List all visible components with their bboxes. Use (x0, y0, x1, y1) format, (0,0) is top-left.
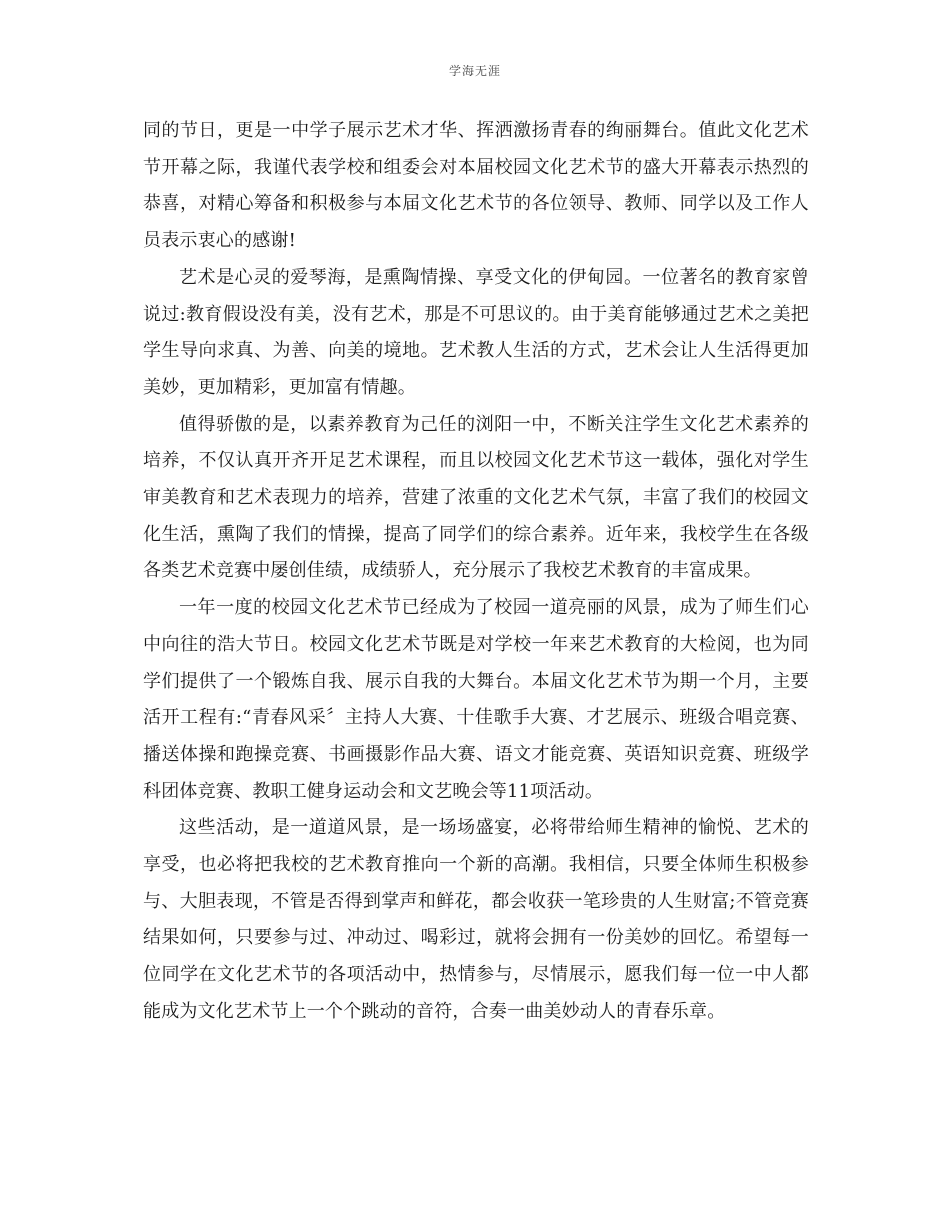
paragraph-school-achievements: 值得骄傲的是，以素养教育为己任的浏阳一中，不断关注学生文化艺术素养的培养，不仅认真开齐开足艺术课程，而且以校园文化艺术节这一载体，强化对学生审美教育和艺术表现力的培养，营建了浓重的文化艺术气氛，丰富了我们的校园文化生活，熏陶了我们的情操，提高了同学们的综合素养。近年来，我校学生在各级各类艺术竞赛中屡创佳绩，成绩骄人，充分展示了我校艺术教育的丰富成果。 (143, 413, 809, 582)
document-body (143, 113, 809, 1031)
page-header: 学海无涯 (448, 64, 501, 78)
paragraph-closing: 这些活动，是一道道风景，是一场场盛宴，必将带给师生精神的愉悦、艺术的享受，也必将把我校的艺术教育推向一个新的高潮。我相信，只要全体师生积极参与、大胆表现，不管是否得到掌声和鲜花，都会收获一笔珍贵的人生财富;不管竞赛结果如何，只要参与过、冲动过、喝彩过，就将会拥有一份美妙的回忆。希望每一位同学在文化艺术节的各项活动中，热情参与，尽情展示，愿我们每一位一中人都能成为文化艺术节上一个个跳动的音符，合奏一曲美妙动人的青春乐章。 (143, 817, 809, 1022)
paragraph-festival-activities: 一年一度的校园文化艺术节已经成为了校园一道亮丽的风景，成为了师生们心中向往的浩大节日。校园文化艺术节既是对学校一年来艺术教育的大检阅，也为同学们提供了一个锻炼自我、展示自我的大舞台。本届文化艺术节为期一个月，主要活开工程有:“青春风采〞主持人大赛、十佳歌手大赛、才艺展示、班级合唱竞赛、播送体操和跑操竞赛、书画摄影作品大赛、语文才能竞赛、英语知识竞赛、班级学科团体竞赛、教职工健身运动会和文艺晚会等11项活动。 (143, 597, 809, 802)
paragraph-art: 艺术是心灵的爱琴海，是熏陶情操、享受文化的伊甸园。一位著名的教育家曾说过:教育假设没有美，没有艺术，那是不可思议的。由于美育能够通过艺术之美把学生导向求真、为善、向美的境地。艺术教人生活的方式，艺术会让人生活得更加美妙，更加精彩，更加富有情趣。 (143, 266, 809, 398)
paragraph-continued: 同的节日，更是一中学子展示艺术才华、挥洒激扬青春的绚丽舞台。值此文化艺术节开幕之际，我谨代表学校和组委会对本届校园文化艺术节的盛大开幕表示热烈的恭喜，对精心筹备和积极参与本届文化艺术节的各位领导、教师、同学以及工作人员表示衷心的感谢! (143, 120, 809, 252)
